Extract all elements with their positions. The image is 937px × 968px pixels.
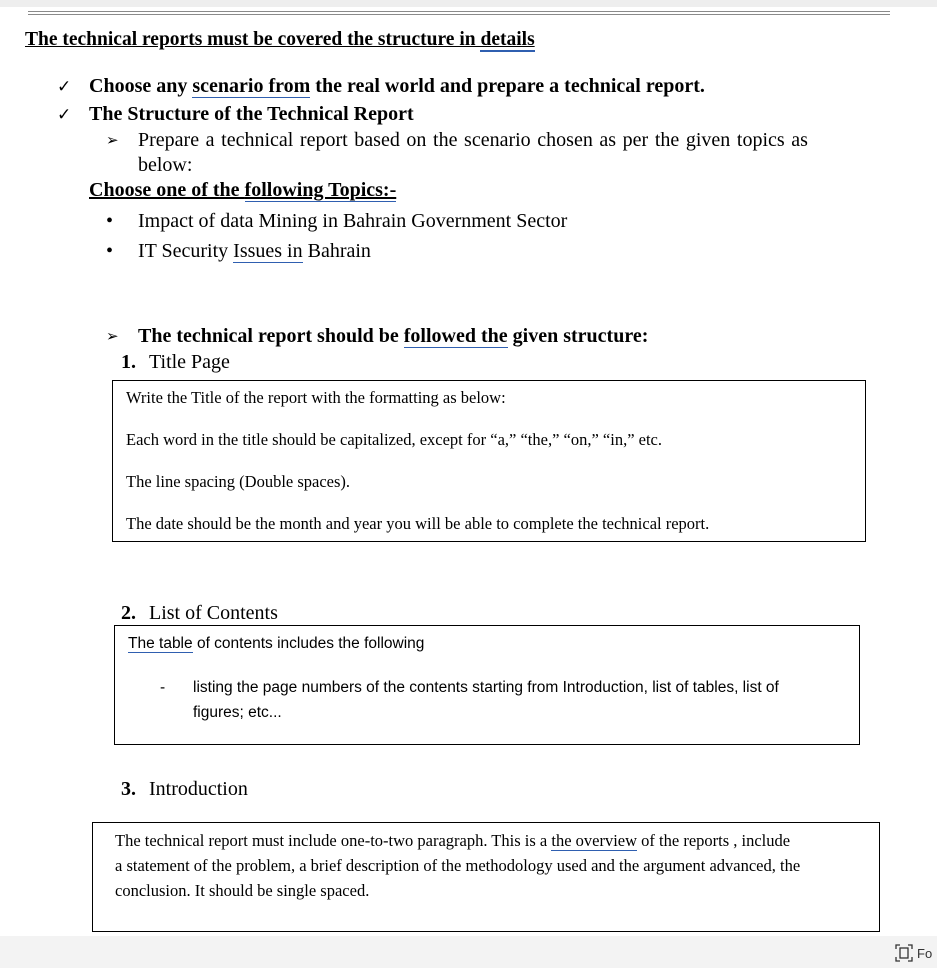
section-title-page-heading: 1. Title Page xyxy=(121,351,230,373)
checklist-item-text: Choose any scenario from the real world and prepare a technical report. xyxy=(89,75,705,97)
arrow-item-line: Prepare a technical report based on the scenario chosen as per the given topics as xyxy=(138,129,808,151)
checklist-item xyxy=(57,75,71,98)
box-line: The date should be the month and year you will be able to complete the technical report. xyxy=(126,514,710,533)
checkmark-icon: ✓ xyxy=(57,77,72,97)
intro-line: a statement of the problem, a brief description of the methodology used and the argument advanced, the xyxy=(115,856,801,875)
bullet-icon: • xyxy=(106,210,114,232)
top-ruler-strip xyxy=(0,0,937,7)
box-line: The line spacing (Double spaces). xyxy=(126,472,351,491)
arrow-item-line: below: xyxy=(138,154,193,176)
page-border-line xyxy=(28,11,890,12)
section-introduction-heading: 3. Introduction xyxy=(121,778,248,800)
topics-heading: Choose one of the following Topics:- xyxy=(89,179,397,201)
focus-label: Fo xyxy=(917,945,933,961)
document-heading: The technical reports must be covered the structure in details xyxy=(25,29,535,50)
topic-item: IT Security Issues in Bahrain xyxy=(138,240,371,262)
arrow-bullet-icon: ➢ xyxy=(106,131,119,149)
contents-item-line: figures; etc... xyxy=(193,704,282,721)
box-line: Each word in the title should be capitalized, except for “a,” “the,” “on,” “in,” etc. xyxy=(126,430,663,449)
focus-button[interactable] xyxy=(894,943,932,963)
contents-item-line: listing the page numbers of the contents starting from Introduction, list of tables, list of xyxy=(193,679,779,696)
structure-intro: The technical report should be followed the given structure: xyxy=(138,325,649,347)
contents-intro: The table of contents includes the following xyxy=(128,635,425,652)
topic-item: Impact of data Mining in Bahrain Government Sector xyxy=(138,210,568,232)
checklist-item xyxy=(57,103,71,126)
arrow-bullet-icon: ➢ xyxy=(106,327,119,345)
section-contents-heading: 2. List of Contents xyxy=(121,602,278,624)
page-border-line xyxy=(28,14,890,15)
dash-bullet: - xyxy=(160,679,166,696)
status-bar xyxy=(0,936,937,968)
focus-mode-icon xyxy=(894,943,914,963)
intro-line: The technical report must include one-to-two paragraph. This is a the overview of the reports , include xyxy=(115,831,791,850)
bullet-icon: • xyxy=(106,240,114,262)
checkmark-icon: ✓ xyxy=(57,105,72,125)
intro-line: conclusion. It should be single spaced. xyxy=(115,881,370,900)
checklist-item-text: The Structure of the Technical Report xyxy=(89,103,414,125)
box-line: Write the Title of the report with the formatting as below: xyxy=(126,388,506,407)
